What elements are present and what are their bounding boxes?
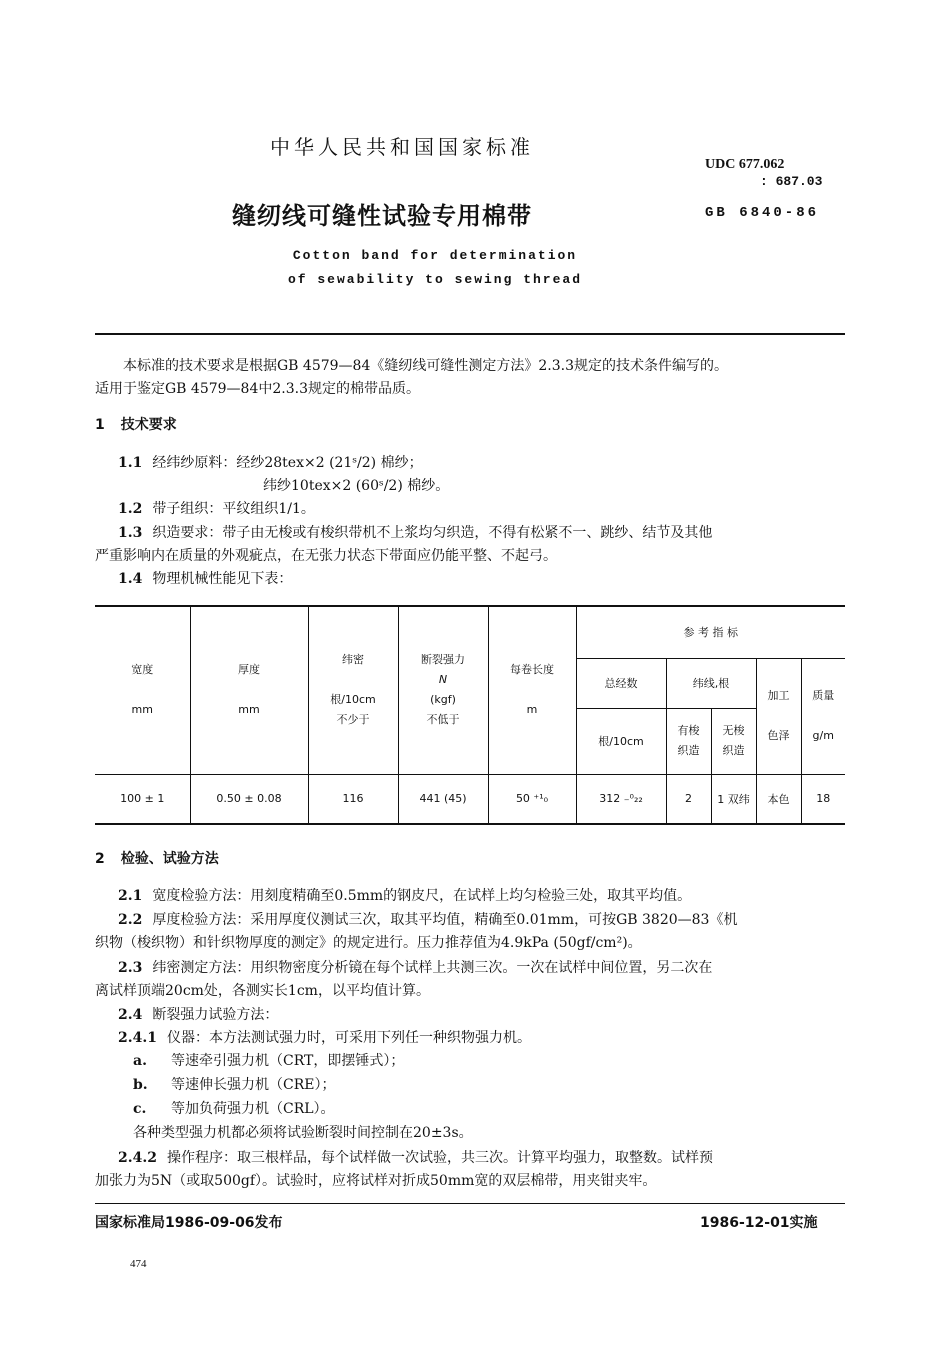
roll-unit: m [526, 703, 538, 717]
udc-code-line2: : 687.03 [760, 174, 823, 189]
item-1-1-number: 1.1 [118, 455, 143, 471]
item-2-2 [118, 909, 848, 932]
item-2-4-1-text: 仪器：本方法测试强力时，可采用下列任一种织物强力机。 [166, 1030, 531, 1046]
header-rule [95, 333, 845, 335]
color-label: 色泽 [767, 729, 790, 742]
cell-warp: 312 ₋⁰₂₂ [576, 774, 666, 824]
list-text-c: 等加负荷强力机（CRL）。 [171, 1101, 335, 1117]
cell-thickness: 0.50 ± 0.08 [190, 774, 308, 824]
item-2-2-text-a: 厚度检验方法：采用厚度仪测试三次，取其平均值，精确至0.01mm，可按GB 3820—83《机 [152, 912, 738, 928]
strength-min: 不低于 [426, 713, 460, 727]
thickness-label: 厚度 [238, 663, 260, 677]
document-title: 缝纫线可缝性试验专用棉带 [232, 202, 532, 230]
english-title-line1: Cotton band for determination [292, 248, 578, 263]
cell-weft: 116 [308, 774, 398, 824]
item-1-4 [118, 568, 838, 591]
item-2-3-text-a: 纬密测定方法：用织物密度分析镜在每个试样上共测三次。一次在试样中间位置，另二次在 [152, 960, 713, 976]
cell-color: 本色 [756, 774, 801, 824]
header-breaking-strength [398, 606, 488, 774]
shuttle-label: 有梭 [677, 724, 700, 737]
intro-line1: 本标准的技术要求是根据GB 4579—84《缝纫线可缝性测定方法》2.3.3规定的技术条件编写的。 [123, 358, 728, 374]
strength-label: 断裂强力 [421, 653, 465, 667]
header-width [95, 606, 190, 774]
weft-min: 不少于 [336, 713, 370, 727]
section2-number: 2 [95, 851, 105, 867]
cell-shuttle: 2 [666, 774, 711, 824]
weft-unit: 根/10cm [330, 693, 376, 707]
weft-label: 纬密 [342, 653, 364, 667]
item-1-3-text-b: 严重影响内在质量的外观疵点，在无张力状态下带面应仍能平整、不起弓。 [95, 548, 557, 564]
shuttleless-label2: 织造 [722, 744, 745, 757]
header-shuttle [666, 708, 711, 774]
item-1-2-number: 1.2 [118, 501, 143, 517]
header-reference: 参 考 指 标 [576, 606, 845, 658]
issuing-authority: 中华人民共和国国家标准 [270, 135, 534, 159]
item-1-3-text-a: 织造要求：带子由无梭或有梭织带机不上浆均匀织造，不得有松紧不一、跳纱、结节及其他 [152, 525, 713, 541]
properties-table [95, 605, 845, 825]
item-1-2-text: 带子组织：平纹组织1/1。 [152, 501, 315, 517]
header-warp-total: 总经数 [576, 658, 666, 708]
header-weft-density [308, 606, 398, 774]
list-marker-a: a. [133, 1053, 147, 1069]
section2-title: 检验、试验方法 [120, 851, 219, 867]
mass-unit: g/m [812, 729, 834, 742]
header-thickness [190, 606, 308, 774]
item-2-1-number: 2.1 [118, 888, 143, 904]
list-item-c [133, 1098, 833, 1121]
item-1-4-number: 1.4 [118, 571, 143, 587]
footer-rule [95, 1203, 845, 1204]
item-2-3 [118, 957, 848, 980]
item-1-3 [118, 522, 848, 545]
section1-heading [95, 414, 850, 437]
item-1-3-number: 1.3 [118, 525, 143, 541]
list-marker-c: c. [133, 1101, 147, 1117]
roll-label: 每卷长度 [510, 663, 554, 677]
process-label: 加工 [767, 689, 790, 702]
gb-number: GB 6840-86 [705, 205, 820, 221]
item-2-2-number: 2.2 [118, 912, 143, 928]
item-2-1-text: 宽度检验方法：用刻度精确至0.5mm的钢皮尺，在试样上均匀检验三处，取其平均值。 [152, 888, 692, 904]
item-2-1 [118, 885, 848, 908]
time-control-note: 各种类型强力机都必须将试验断裂时间控制在20±3s。 [133, 1125, 473, 1141]
width-label: 宽度 [131, 663, 154, 677]
list-item-b [133, 1074, 833, 1097]
item-1-1-text-b: 纬纱10tex×2 (60ˢ/2) 棉纱。 [263, 478, 450, 494]
item-2-4-2-text-b: 加张力为5N（或取500gf）。试验时，应将试样对折成50mm宽的双层棉带，用夹钳夹牢。 [95, 1173, 657, 1189]
intro-line2: 适用于鉴定GB 4579—84中2.3.3规定的棉带品质。 [95, 381, 420, 397]
header-warp-unit: 根/10cm [576, 708, 666, 774]
header-shuttleless [711, 708, 756, 774]
header-roll-length [488, 606, 576, 774]
cell-shuttleless: 1 双纬 [711, 774, 756, 824]
section1-title: 技术要求 [120, 417, 177, 433]
header-mass [801, 658, 845, 774]
cell-strength: 441 (45) [398, 774, 488, 824]
item-2-4-1 [118, 1027, 838, 1050]
page-number: 474 [130, 1258, 147, 1270]
cell-width: 100 ± 1 [95, 774, 190, 824]
list-text-b: 等速伸长强力机（CRE）； [171, 1077, 336, 1093]
item-2-4-2 [118, 1147, 850, 1170]
item-1-2 [118, 498, 838, 521]
thickness-unit: mm [238, 703, 260, 717]
item-2-4-text: 断裂强力试验方法： [152, 1007, 279, 1023]
mass-label: 质量 [812, 689, 835, 702]
item-1-1 [118, 452, 838, 475]
udc-code: UDC 677.062 [705, 157, 785, 172]
item-2-4-1-number: 2.4.1 [118, 1030, 157, 1046]
header-process-color [756, 658, 801, 774]
shuttle-label2: 织造 [677, 744, 700, 757]
item-2-4-2-number: 2.4.2 [118, 1150, 157, 1166]
issue-date: 国家标准局1986-09-06发布 [95, 1215, 283, 1231]
item-1-1-text-a: 经纬纱原料：经纱28tex×2 (21ˢ/2) 棉纱； [152, 455, 423, 471]
list-marker-b: b. [133, 1077, 148, 1093]
width-unit: mm [131, 703, 153, 717]
item-2-3-number: 2.3 [118, 960, 143, 976]
list-item-a [133, 1050, 833, 1073]
item-2-4 [118, 1004, 838, 1027]
table-row [95, 774, 845, 824]
item-2-3-text-b: 离试样顶端20cm处，各测实长1cm，以平均值计算。 [95, 983, 430, 999]
section2-heading [95, 848, 850, 871]
shuttleless-label: 无梭 [722, 724, 745, 737]
strength-unit-n: N [438, 673, 448, 687]
strength-unit-kgf: (kgf) [430, 693, 456, 707]
cell-roll: 50 ⁺¹₀ [488, 774, 576, 824]
item-1-4-text: 物理机械性能见下表： [152, 571, 293, 587]
intro-paragraph [95, 355, 850, 378]
list-text-a: 等速牵引强力机（CRT，即摆锤式）； [171, 1053, 405, 1069]
item-2-2-text-b: 织物（梭织物）和针织物厚度的测定》的规定进行。压力推荐值为4.9kPa (50gf/cm²)。 [95, 935, 642, 951]
item-2-4-2-text-a: 操作程序：取三根样品，每个试样做一次试验，共三次。计算平均强力，取整数。试样预 [166, 1150, 713, 1166]
item-2-4-number: 2.4 [118, 1007, 143, 1023]
english-title-line2: of sewability to sewing thread [287, 272, 583, 287]
header-weft-threads: 纬线,根 [666, 658, 756, 708]
section1-number: 1 [95, 417, 105, 433]
effective-date: 1986-12-01实施 [700, 1215, 818, 1231]
cell-mass: 18 [801, 774, 845, 824]
